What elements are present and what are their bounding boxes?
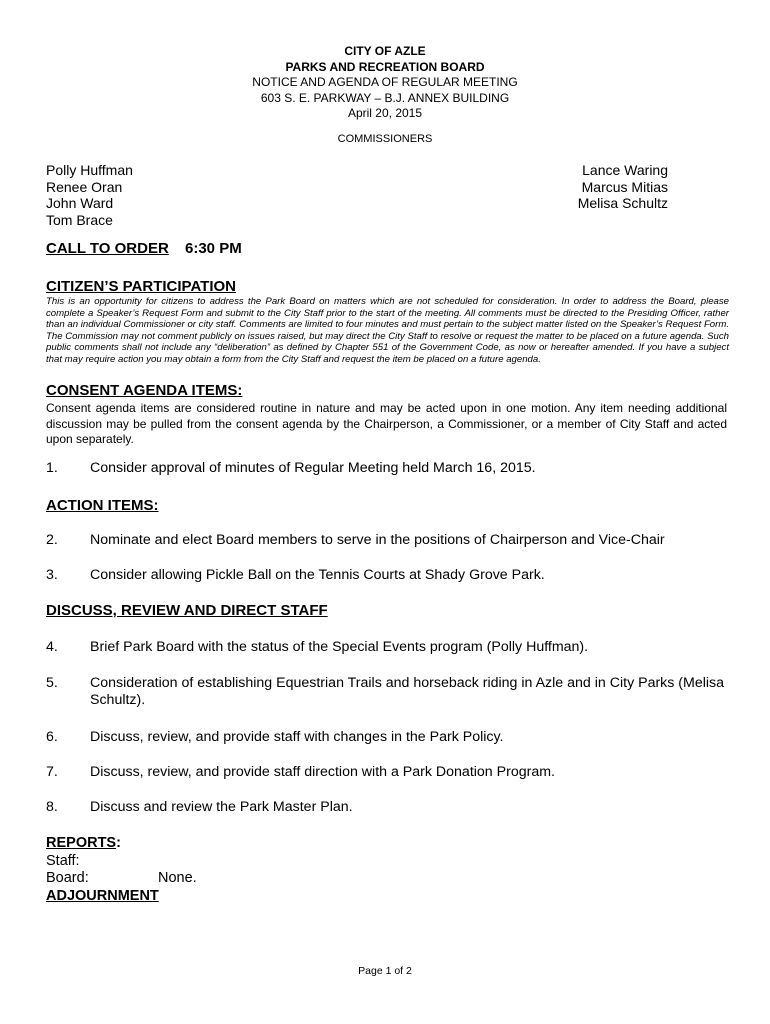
agenda-item-number: 5. [46, 675, 58, 691]
agenda-item [46, 460, 726, 477]
reports-staff-label: Staff: [46, 852, 80, 869]
reports-board-row [46, 870, 197, 888]
agenda-item-text: Discuss, review, and provide staff with changes in the Park Policy. [90, 729, 504, 745]
agenda-item-text: Discuss and review the Park Master Plan. [90, 799, 353, 815]
city-name: CITY OF AZLE [344, 44, 426, 58]
agenda-item-text: Discuss, review, and provide staff direction with a Park Donation Program. [90, 764, 555, 780]
commissioners-heading: COMMISSIONERS [337, 132, 433, 145]
reports-staff-row [46, 853, 159, 871]
agenda-item [46, 567, 726, 584]
reports-heading [46, 835, 159, 853]
reports-board-label: Board: [46, 870, 89, 886]
consent-agenda-colon: : [237, 382, 243, 399]
adjournment-heading: ADJOURNMENT [46, 887, 159, 904]
commissioners-left-column [46, 162, 133, 228]
notice-title: NOTICE AND AGENDA OF REGULAR MEETING [252, 75, 518, 89]
agenda-item-text: Nominate and elect Board members to serve in the positions of Chairperson and Vice-Chair [90, 532, 665, 548]
commissioners-right-column [578, 162, 668, 212]
agenda-item [46, 729, 726, 746]
consent-agenda-heading-text: CONSENT AGENDA ITEMS [46, 382, 238, 399]
document-header [0, 44, 770, 147]
reports-section [46, 835, 197, 905]
meeting-address: 603 S. E. PARKWAY – B.J. ANNEX BUILDING [260, 90, 510, 105]
discuss-review-direct-staff-heading: DISCUSS, REVIEW AND DIRECT STAFF [46, 602, 328, 619]
meeting-date: April 20, 2015 [347, 106, 423, 120]
agenda-item-text: Consider allowing Pickle Ball on the Tennis Courts at Shady Grove Park. [90, 567, 545, 583]
citizens-participation-text: This is an opportunity for citizens to address the Park Board on matters which are not scheduled for consideration. In order to address the Board, please complete a Speaker’s Request Form and submit to the City Staff prior to the start of the meeting. All comments must be directed to the Presiding Officer, rather than an individual Commissioner or city staff. Comments are limited to four minutes and must pertain to the subject matter listed on the Speaker’s Request Form. The Commission may not comment publicly on issues raised, but may direct the City Staff to resolve or request the matter to be placed on a future agenda. Such public comments shall not include any “deliberation” as defined by Chapter 551 of the Government Code, as now or hereafter amended. If you have a subject that may require action you may obtain a form from the City Staff and request the item be placed on a future agenda. [46, 296, 729, 365]
agenda-item-number: 8. [46, 799, 58, 815]
call-to-order-heading: CALL TO ORDER [46, 240, 169, 257]
reports-heading-text: REPORTS [46, 835, 117, 851]
action-items-colon: : [153, 497, 159, 514]
commissioner-name: Renee Oran [46, 178, 123, 195]
citizens-participation-heading: CITIZEN’S PARTICIPATION [46, 278, 236, 295]
agenda-item-text: Consider approval of minutes of Regular Meeting held March 16, 2015. [90, 460, 536, 476]
consent-agenda-text: Consent agenda items are considered routine in nature and may be acted upon in one motion. Any item needing additional discussion may be pulled from the consent agenda by the Chairperson, a Commissioner, or a member of City Staff and acted upon separately. [46, 401, 727, 447]
agenda-item-number: 1. [46, 460, 58, 476]
agenda-item-number: 2. [46, 532, 58, 548]
agenda-item [46, 799, 726, 816]
commissioner-name: Tom Brace [46, 211, 113, 228]
agenda-item [46, 532, 726, 549]
reports-colon: : [116, 835, 121, 851]
commissioner-name: John Ward [46, 195, 114, 211]
agenda-item [46, 764, 726, 781]
call-to-order-time: 6:30 PM [185, 240, 242, 257]
agenda-item-number: 7. [46, 764, 58, 780]
consent-agenda-heading [46, 382, 242, 399]
agenda-item-text: Brief Park Board with the status of the Special Events program (Polly Huffman). [90, 639, 589, 655]
agenda-item-number: 4. [46, 639, 58, 655]
agenda-item [46, 639, 726, 656]
commissioner-name: Lance Waring [582, 162, 668, 178]
commissioner-name: Marcus Mitias [581, 178, 668, 195]
agenda-item-text: Consideration of establishing Equestrian Trails and horseback riding in Azle and in City Parks (Melisa Schultz). [90, 675, 725, 708]
action-items-heading [46, 497, 159, 514]
action-items-heading-text: ACTION ITEMS [46, 497, 154, 514]
agenda-item-number: 6. [46, 729, 58, 745]
commissioner-name: Polly Huffman [46, 162, 133, 178]
commissioner-name: Melisa Schultz [577, 195, 668, 211]
agenda-item [46, 675, 726, 709]
reports-board-value: None. [158, 870, 197, 886]
page-number: Page 1 of 2 [358, 965, 412, 977]
board-name: PARKS AND RECREATION BOARD [285, 59, 485, 74]
agenda-item-number: 3. [46, 567, 58, 583]
